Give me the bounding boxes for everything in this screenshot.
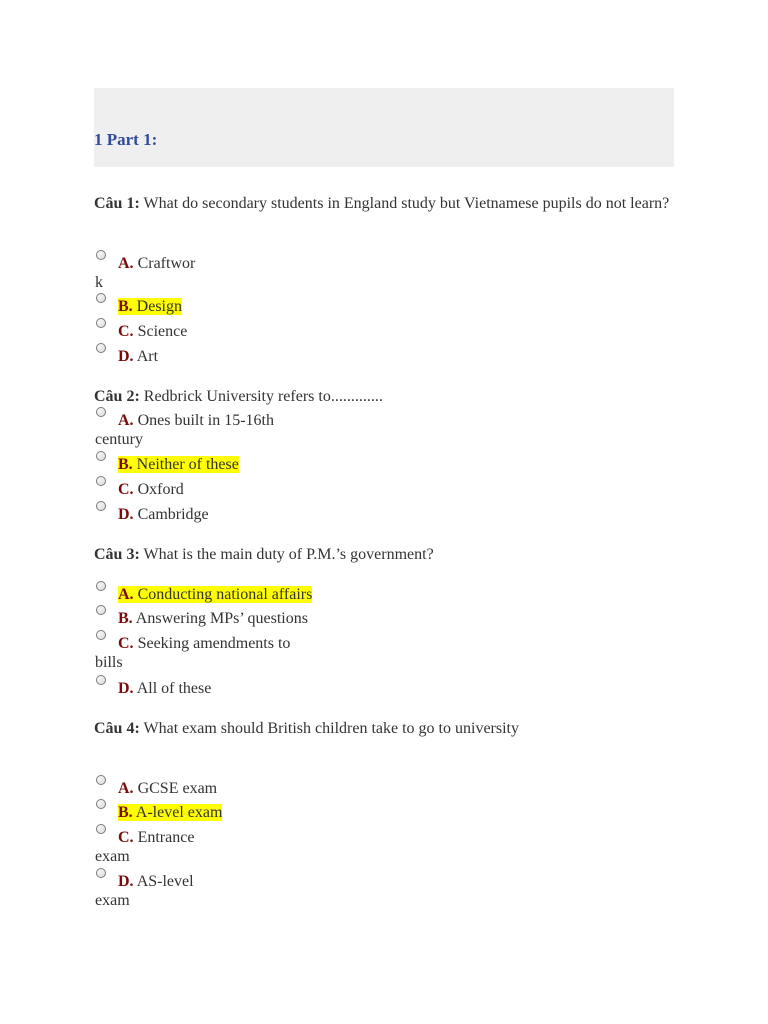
radio-button[interactable] — [96, 293, 106, 303]
radio-button[interactable] — [96, 407, 106, 417]
option-text: Answering MPs’ questions — [135, 610, 308, 627]
option-text-wrap: exam — [95, 848, 130, 865]
option-1a[interactable] — [94, 254, 195, 292]
option-letter: A. — [118, 255, 134, 272]
question-number: Câu 4: — [94, 720, 140, 737]
radio-button[interactable] — [96, 630, 106, 640]
option-text: All of these — [136, 680, 212, 697]
option-text: A-level exam — [135, 804, 223, 821]
option-2b[interactable] — [94, 455, 239, 474]
option-letter: C. — [118, 323, 134, 340]
selected-answer-highlight — [118, 804, 222, 821]
option-4c[interactable] — [94, 828, 194, 866]
option-letter: B. — [118, 610, 133, 627]
question-1 — [94, 194, 679, 213]
radio-button[interactable] — [96, 451, 106, 461]
question-number: Câu 3: — [94, 546, 140, 563]
option-text-wrap: exam — [95, 892, 130, 909]
option-3a[interactable] — [94, 585, 312, 604]
radio-button[interactable] — [96, 318, 106, 328]
question-text: What is the main duty of P.M.’s government? — [143, 546, 434, 563]
option-text-wrap: bills — [95, 654, 123, 671]
radio-button[interactable] — [96, 343, 106, 353]
radio-button[interactable] — [96, 799, 106, 809]
question-number: Câu 1: — [94, 195, 140, 212]
option-letter: A. — [118, 412, 134, 429]
question-number: Câu 2: — [94, 388, 140, 405]
option-1d[interactable] — [94, 347, 158, 366]
part-title: 1 Part 1: — [94, 130, 158, 149]
option-2d[interactable] — [94, 505, 209, 524]
option-text: Conducting national affairs — [137, 586, 313, 603]
option-letter: A. — [118, 586, 134, 603]
option-text: Ones built in 15-16th — [137, 412, 274, 429]
selected-answer-highlight — [118, 586, 312, 603]
question-2 — [94, 387, 679, 406]
radio-button[interactable] — [96, 605, 106, 615]
option-3b[interactable] — [94, 609, 308, 628]
option-text: Neither of these — [136, 456, 239, 473]
question-3 — [94, 545, 679, 564]
option-letter: D. — [118, 680, 134, 697]
radio-button[interactable] — [96, 581, 106, 591]
option-1c[interactable] — [94, 322, 187, 341]
option-4a[interactable] — [94, 779, 217, 798]
part-banner — [94, 88, 674, 167]
option-text: Oxford — [137, 481, 184, 498]
option-letter: B. — [118, 298, 133, 315]
option-text: Entrance — [137, 829, 195, 846]
radio-button[interactable] — [96, 476, 106, 486]
option-text: GCSE exam — [137, 780, 218, 797]
question-text: What exam should British children take to go to university — [143, 720, 519, 737]
radio-button[interactable] — [96, 775, 106, 785]
option-text: AS-level — [136, 873, 194, 890]
option-letter: C. — [118, 829, 134, 846]
question-text: Redbrick University refers to............. — [143, 388, 383, 405]
option-letter: D. — [118, 506, 134, 523]
option-letter: D. — [118, 873, 134, 890]
radio-button[interactable] — [96, 868, 106, 878]
question-4 — [94, 719, 679, 738]
option-letter: B. — [118, 804, 133, 821]
option-2c[interactable] — [94, 480, 184, 499]
selected-answer-highlight — [118, 298, 182, 315]
option-text: Science — [137, 323, 188, 340]
option-text: Design — [136, 298, 182, 315]
option-3c[interactable] — [94, 634, 290, 672]
option-4d[interactable] — [94, 872, 194, 910]
option-2a[interactable] — [94, 411, 274, 449]
question-text: What do secondary students in England study but Vietnamese pupils do not learn? — [143, 195, 670, 212]
option-text: Craftwor — [137, 255, 196, 272]
option-text: Art — [136, 348, 159, 365]
selected-answer-highlight — [118, 456, 239, 473]
option-letter: D. — [118, 348, 134, 365]
option-letter: A. — [118, 780, 134, 797]
option-text: Cambridge — [137, 506, 209, 523]
option-letter: C. — [118, 481, 134, 498]
option-text: Seeking amendments to — [137, 635, 291, 652]
option-text-wrap: k — [95, 274, 103, 291]
option-4b[interactable] — [94, 803, 222, 822]
radio-button[interactable] — [96, 675, 106, 685]
option-1b[interactable] — [94, 297, 182, 316]
option-text-wrap: century — [95, 431, 143, 448]
radio-button[interactable] — [96, 250, 106, 260]
option-letter: B. — [118, 456, 133, 473]
option-letter: C. — [118, 635, 134, 652]
radio-button[interactable] — [96, 824, 106, 834]
option-3d[interactable] — [94, 679, 211, 698]
radio-button[interactable] — [96, 501, 106, 511]
